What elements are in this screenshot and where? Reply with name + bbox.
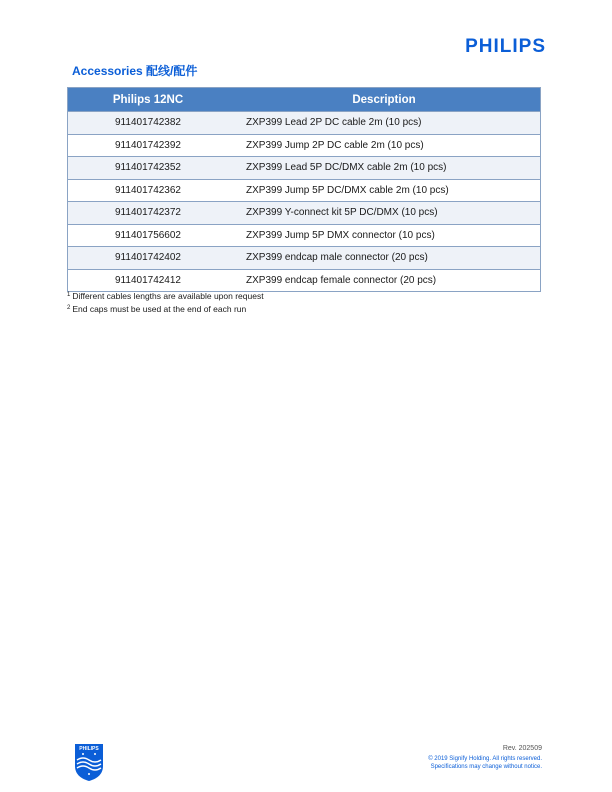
table-header-row: [68, 88, 540, 112]
cell-12nc: 911401742402: [68, 247, 228, 270]
philips-logo: PHILIPS: [465, 36, 546, 57]
table-row: [68, 179, 540, 202]
table-row: [68, 134, 540, 157]
cell-12nc: 911401742412: [68, 269, 228, 291]
section-title: Accessories 配线/配件: [72, 64, 198, 78]
cell-12nc: 911401742362: [68, 179, 228, 202]
table-row: [68, 202, 540, 225]
revision-label: Rev. 202509: [502, 745, 542, 752]
shield-wordmark: PHILIPS: [79, 746, 99, 752]
cell-12nc: 911401742372: [68, 202, 228, 225]
cell-description: ZXP399 Y-connect kit 5P DC/DMX (10 pcs): [228, 202, 540, 225]
cell-description: ZXP399 endcap male connector (20 pcs): [228, 247, 540, 270]
cell-description: ZXP399 endcap female connector (20 pcs): [228, 269, 540, 291]
footnotes: [67, 290, 264, 316]
column-header-description: Description: [228, 88, 540, 112]
footnote-2: [67, 303, 264, 316]
copyright-text: © 2019 Signify Holding. All rights reserved.: [428, 756, 542, 762]
cell-12nc: 911401742392: [68, 134, 228, 157]
cell-description: ZXP399 Jump 2P DC cable 2m (10 pcs): [228, 134, 540, 157]
cell-description: ZXP399 Lead 2P DC cable 2m (10 pcs): [228, 112, 540, 135]
notice-text: Specifications may change without notice.: [430, 764, 542, 770]
footnote-mark: 2: [67, 305, 71, 311]
cell-description: ZXP399 Lead 5P DC/DMX cable 2m (10 pcs): [228, 157, 540, 180]
footnote-text: End caps must be used at the end of each run: [72, 304, 247, 314]
cell-12nc: 911401756602: [68, 224, 228, 247]
philips-shield-icon: [72, 740, 106, 782]
table-row: [68, 247, 540, 270]
table-row: [68, 157, 540, 180]
accessories-table: [67, 87, 541, 292]
legal-footer: [428, 745, 542, 771]
table-row: [68, 112, 540, 135]
philips-shield-logo: [72, 740, 106, 782]
table-row: [68, 269, 540, 291]
cell-12nc: 911401742382: [68, 112, 228, 135]
column-header-12nc: Philips 12NC: [68, 88, 228, 112]
cell-12nc: 911401742352: [68, 157, 228, 180]
table-row: [68, 224, 540, 247]
footnote-text: Different cables lengths are available upon request: [72, 291, 264, 301]
footnote-mark: 1: [67, 292, 71, 298]
cell-description: ZXP399 Jump 5P DMX connector (10 pcs): [228, 224, 540, 247]
footnote-1: [67, 290, 264, 303]
cell-description: ZXP399 Jump 5P DC/DMX cable 2m (10 pcs): [228, 179, 540, 202]
